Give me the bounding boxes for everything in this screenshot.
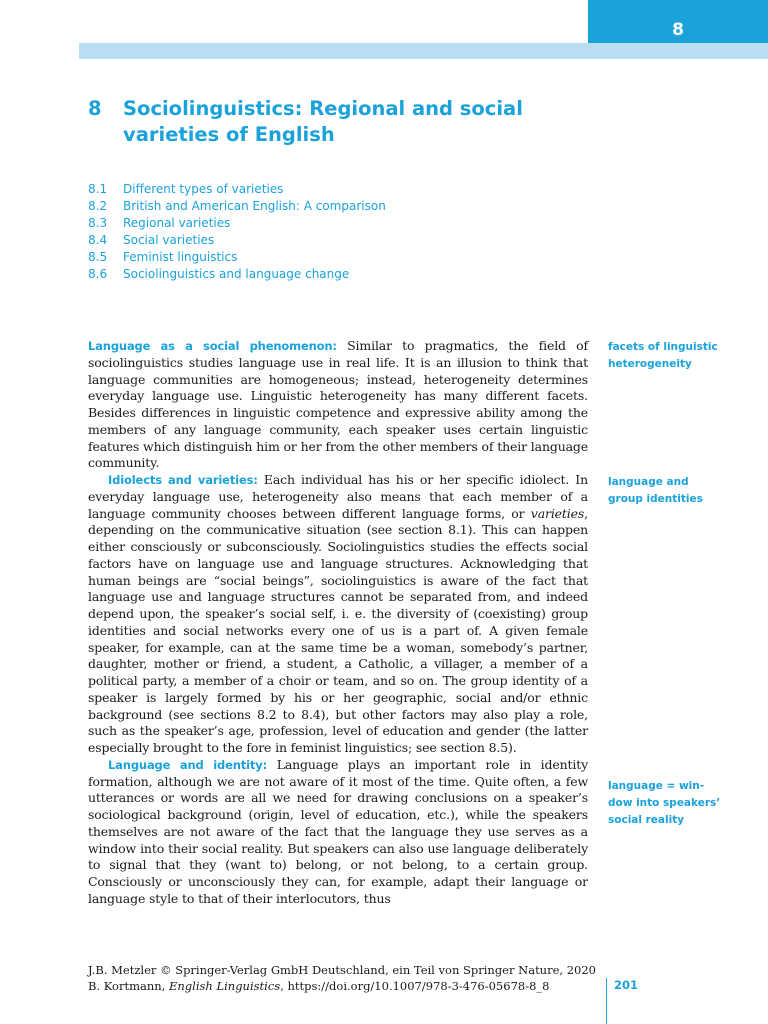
paragraph-text: Similar to pragmatics, the field of sociolinguistics studies language use in real life. It is an illusion to think that language communities are homogeneous; instead, heterogeneity determines everyday language use. Linguistic heterogeneity has many different facets. Besides differences in linguistic competence and expressive ability among the members of any language community, each speaker uses certain linguistic features which distinguish him or her from the other members of their language community. [88, 338, 588, 471]
table-of-contents [88, 181, 386, 283]
footer-copyright: J.B. Metzler © Springer-Verlag GmbH Deutschland, ein Teil von Springer Nature, 2020 [88, 963, 596, 977]
chapter-title-line1: Sociolinguistics: Regional and social [123, 97, 523, 120]
toc-item[interactable] [88, 198, 386, 215]
paragraph-social-phenomenon [88, 338, 588, 472]
margin-note-line: social reality [608, 814, 685, 826]
chapter-tab [588, 0, 768, 43]
margin-note-social-reality [608, 778, 758, 829]
paragraph-text: Each individual has his or her specific idiolect. In everyday language use, heterogeneity also means that each member of a language community chooses between different language forms, or [88, 472, 588, 521]
chapter-title [88, 96, 588, 148]
toc-title: Regional varieties [123, 216, 231, 230]
toc-number: 8.5 [88, 250, 108, 264]
footer-author: B. Kortmann, [88, 979, 166, 993]
footer [88, 962, 596, 994]
chapter-title-line2: varieties of English [123, 123, 335, 146]
page-number: 201 [614, 978, 639, 992]
toc-item[interactable] [88, 249, 386, 266]
footer-citation [88, 978, 588, 994]
body-text [88, 338, 588, 908]
run-in-heading: Language as a social phenomenon: [88, 339, 337, 353]
toc-number: 8.4 [88, 233, 108, 247]
toc-item[interactable] [88, 181, 386, 198]
toc-item[interactable] [88, 266, 386, 283]
margin-note-heterogeneity [608, 339, 758, 373]
page-number-rule [606, 978, 607, 1024]
margin-note-line: language = win- [608, 780, 705, 792]
toc-item[interactable] [88, 215, 386, 232]
paragraph-text: Language plays an important role in identity formation, although we are not aware of it most of the time. Quite often, a few utterances or words are all we need for drawing conclusions on a speaker’s sociological background (origin, level of education, etc.), while the speakers themselves are not aware of the fact that the language they use serves as a window into their social reality. But speakers can also use language deliberately to signal that they (want to) belong, or not belong, to a certain group. Consciously or unconsciously they can, for example, adapt their language or language style to that of their interlocutors, thus [88, 756, 589, 906]
paragraph-identity [88, 757, 588, 908]
toc-title: Social varieties [123, 233, 215, 247]
margin-note-group-identities [608, 474, 758, 508]
chapter-tab-number: 8 [672, 20, 684, 40]
toc-number: 8.1 [88, 182, 108, 196]
toc-title: Sociolinguistics and language change [123, 267, 350, 281]
toc-title: Different types of varieties [123, 182, 284, 196]
margin-note-line: group identities [608, 493, 703, 505]
chapter-title-text [123, 96, 523, 148]
toc-number: 8.2 [88, 199, 108, 213]
chapter-number: 8 [88, 97, 102, 120]
footer-doi-link[interactable]: , https://doi.org/10.1007/978-3-476-05678-8_8 [280, 979, 550, 993]
header-bar [79, 43, 768, 59]
paragraph-text: , depending on the communicative situation (see section 8.1). This can happen either consciously or subconsciously. Sociolinguistics studies the effects social factors have on language use and language structures. Acknowledging that human beings are “social beings”, sociolinguistics is aware of the fact that language use and language structures cannot be separated from, and indeed depend upon, the speaker’s social self, i. e. the diversity of (coexisting) group identities and social networks every one of us is a part of. A given female speaker, for example, can at the same time be a woman, somebody’s partner, daughter, mother or friend, a student, a Catholic, a villager, a member of a political party, a member of a choir or team, and so on. The group identity of a speaker is largely formed by his or her geographic, social and/or ethnic background (see sections 8.2 to 8.4), but other factors may also play a role, such as the speaker’s age, profession, level of education and gender (the latter especially brought to the fore in feminist linguistics; see section 8.5). [88, 505, 588, 755]
toc-title: Feminist linguistics [123, 250, 238, 264]
toc-item[interactable] [88, 232, 386, 249]
toc-number: 8.3 [88, 216, 108, 230]
margin-note-line: language and [608, 476, 689, 488]
run-in-heading: Language and identity: [108, 757, 268, 772]
margin-note-line: facets of linguistic [608, 341, 718, 353]
paragraph-idiolects [88, 472, 588, 757]
run-in-heading: Idiolects and varieties: [108, 473, 258, 487]
margin-note-line: dow into speakers’ [608, 797, 721, 809]
toc-number: 8.6 [88, 267, 108, 281]
margin-note-line: heterogeneity [608, 358, 692, 370]
italic-term: varieties [530, 505, 585, 521]
footer-book-title: English Linguistics [168, 979, 281, 993]
toc-title: British and American English: A comparison [123, 199, 386, 213]
